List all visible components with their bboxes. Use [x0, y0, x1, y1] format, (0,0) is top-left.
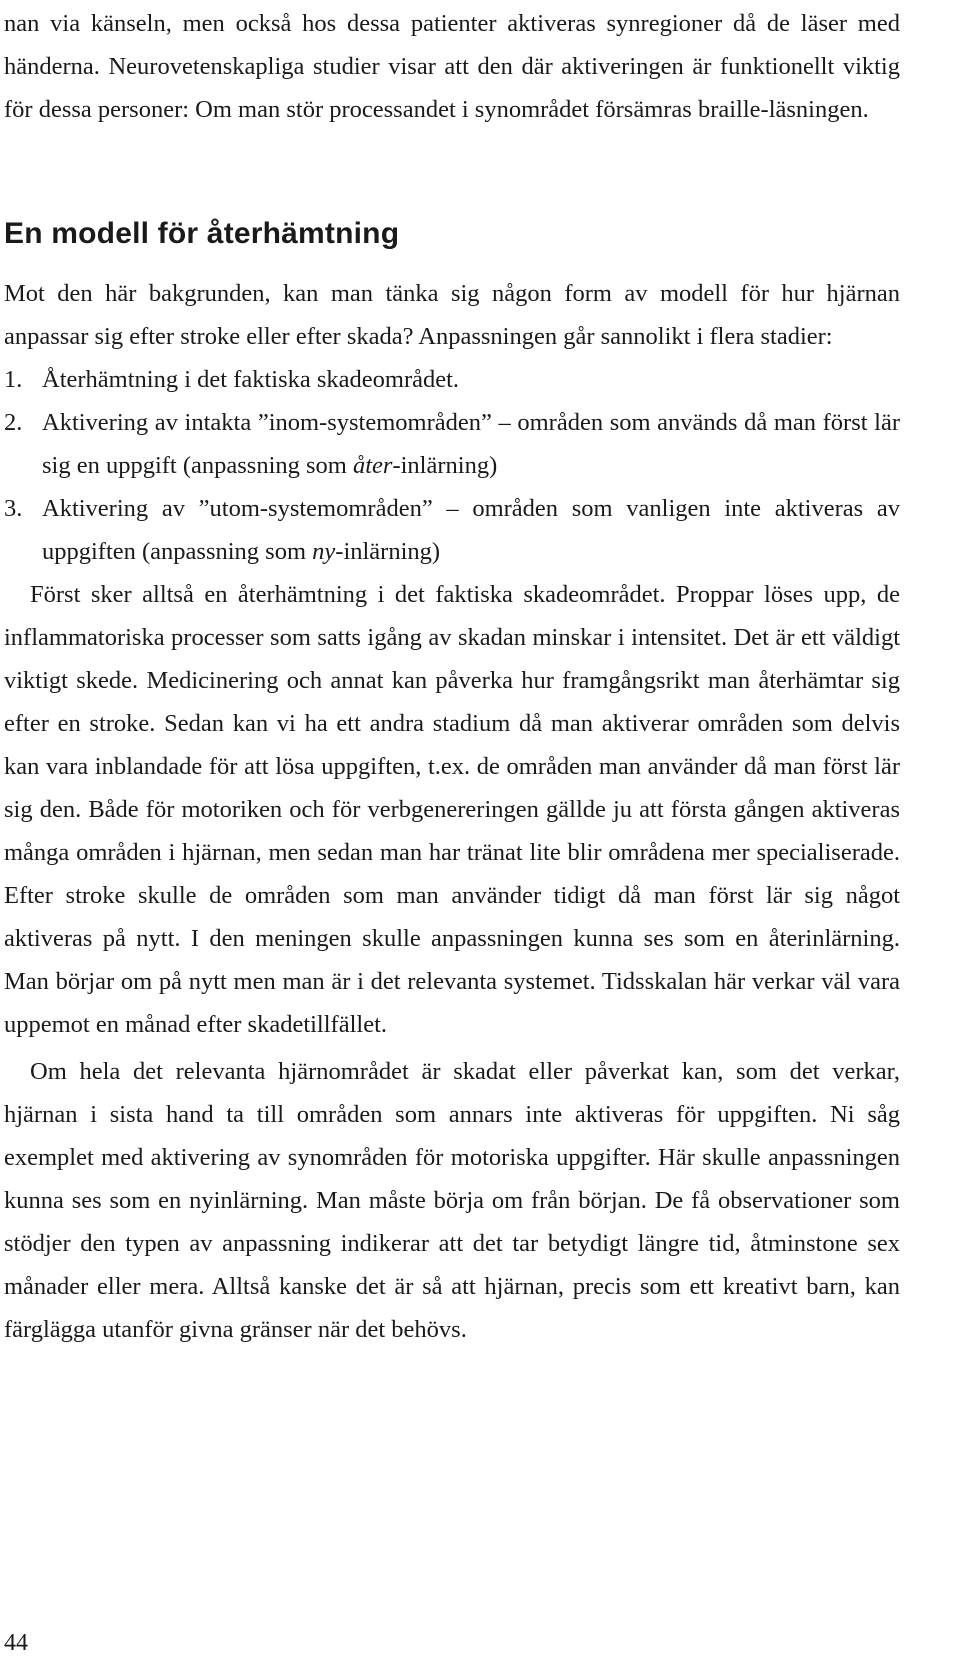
page-number: 44: [4, 1630, 28, 1656]
list-text: -inlärning): [392, 452, 498, 479]
stage-list: [4, 358, 900, 573]
body-paragraph: Först sker alltså en återhämtning i det faktiska skadeområdet. Proppar löses upp, de inflammatoriska processer som satts igång av skadan minskar i intensitet. Det är ett väldigt viktigt skede. Medicinering och annat kan påverka hur framgångsrikt man återhämtar sig efter en stroke. Sedan kan vi ha ett andra stadium då man aktiverar områden som delvis kan vara inblandade för att lösa uppgiften, t.ex. de områden man använder då man först lär sig den. Både för motoriken och för verbgenereringen gällde ju att första gången aktiveras många områden i hjärnan, men sedan man har tränat lite blir områdena mer specialiserade. Efter stroke skulle de områden som man använder tidigt då man först lär sig något aktiveras på nytt. I den meningen skulle anpassningen kunna ses som en återinlärning. Man börjar om på nytt men man är i det relevanta systemet. Tidsskalan här verkar väl vara uppemot en månad efter skadetillfället.: [4, 581, 900, 1038]
list-text: -inlärning): [335, 538, 441, 565]
list-item: [4, 401, 900, 487]
list-item: [4, 487, 900, 573]
continued-paragraph: nan via känseln, men också hos dessa patienter aktiveras synregioner då de läser med händerna. Neurovetenskapliga studier visar att den där aktiveringen är funktionellt viktig för dessa personer: Om man stör processandet i synområdet försämras braille-läsningen.: [4, 10, 900, 123]
list-emphasis: åter: [353, 452, 393, 479]
section-body: [4, 272, 900, 1351]
list-text: Återhämtning i det faktiska skadeområdet.: [42, 366, 460, 393]
intro-paragraph: Mot den här bakgrunden, kan man tänka sig någon form av modell för hur hjärnan anpassar sig efter stroke eller efter skada? Anpassningen går sannolikt i flera stadier:: [4, 280, 900, 350]
section-heading: En modell för återhämtning: [4, 217, 400, 250]
list-number: 2.: [4, 409, 23, 436]
list-text: Aktivering av intakta ”inom-systemområden” – områden som används då man först lär sig en uppgift (anpassning som: [42, 409, 900, 479]
list-emphasis: ny: [312, 538, 336, 565]
body-paragraph: Om hela det relevanta hjärnområdet är skadat eller påverkat kan, som det verkar, hjärnan i sista hand ta till områden som annars inte aktiveras för uppgiften. Ni såg exemplet med aktivering av synområden för motoriska uppgifter. Här skulle anpassningen kunna ses som en nyinlärning. Man måste börja om från början. De få observationer som stödjer den typen av anpassning indikerar att det tar betydigt längre tid, åtminstone sex månader eller mera. Alltså kanske det är så att hjärnan, precis som ett kreativt barn, kan färglägga utanför givna gränser när det behövs.: [4, 1058, 900, 1343]
list-number: 3.: [4, 495, 23, 522]
list-number: 1.: [4, 366, 23, 393]
list-text: Aktivering av ”utom-systemområden” – områden som vanligen inte aktiveras av uppgiften (anpassning som: [42, 495, 900, 565]
list-item: [4, 358, 900, 401]
